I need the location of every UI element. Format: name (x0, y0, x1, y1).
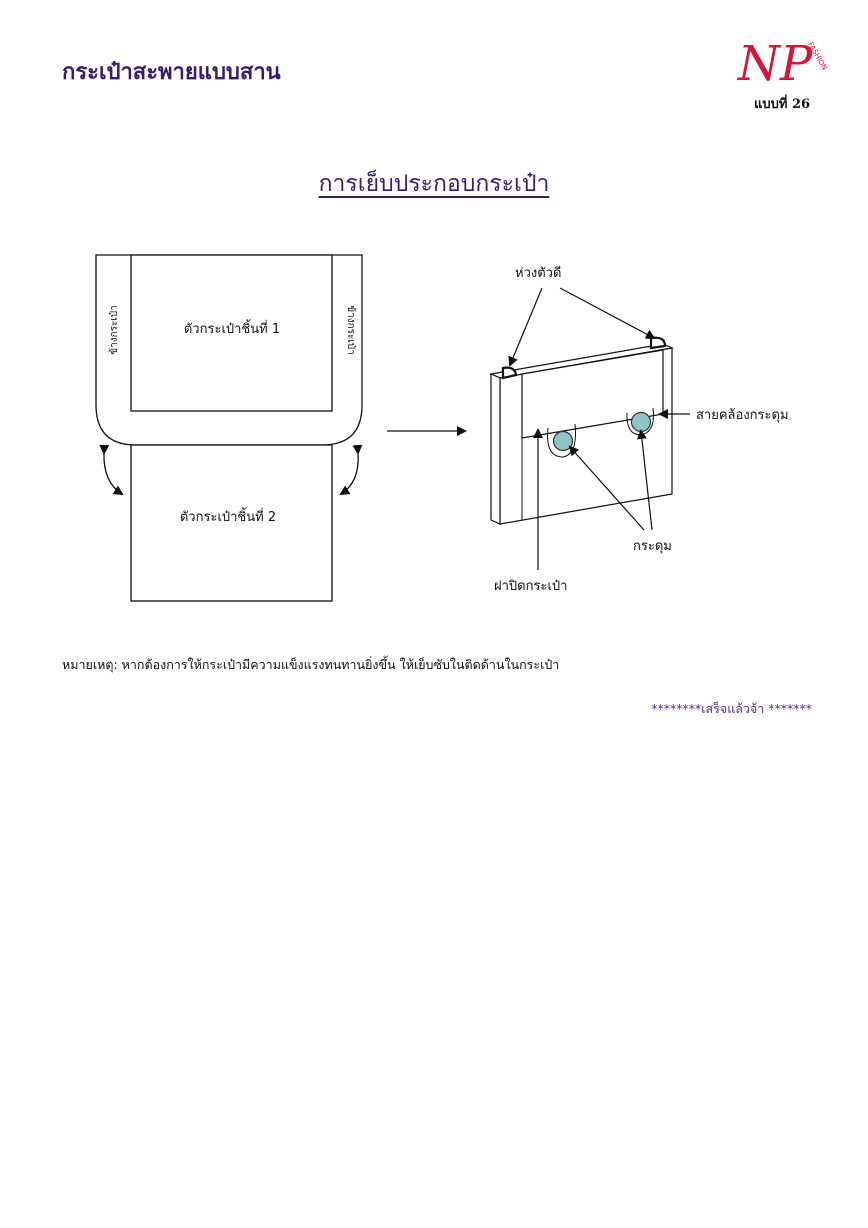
button-left (554, 432, 573, 451)
assembled-bag (491, 338, 672, 524)
side-right-label: ข้างกระเป๋า (345, 305, 356, 355)
svg-text:FASHION: FASHION (806, 41, 829, 72)
piece-2-label: ตัวกระเป๋าชิ้นที่ 2 (179, 510, 277, 525)
svg-text:NP: NP (738, 36, 813, 90)
d-ring-leader-right (560, 288, 654, 338)
note-text: หมายเหตุ: หากต้องการให้กระเป๋ามีความแข็งแรงทนทานยิ่งขึ้น ให้เย็บซับในติดด้านในกระเป๋า (62, 657, 560, 672)
page-title: กระเป๋าสะพายแบบสาน (62, 59, 281, 85)
fold-arrow-left (104, 453, 122, 494)
d-ring-label: ห่วงตัวดี (515, 266, 562, 281)
d-ring-leader-left (510, 288, 542, 365)
flap-label: ฝาปิดกระเป๋า (494, 579, 568, 594)
d-ring-right (651, 338, 665, 348)
piece-1-label: ตัวกระเป๋าชิ้นที่ 1 (183, 322, 281, 337)
section-title: การเย็บประกอบกระเป๋า (318, 171, 550, 197)
button-label: กระดุม (633, 539, 672, 554)
button-right (632, 413, 651, 432)
side-left-label: ข้างกระเป๋า (109, 305, 120, 355)
closing-text: ********เสร็จแล้วจ้า ******* (651, 701, 812, 716)
d-ring-left (503, 368, 516, 378)
style-number: แบบที่ 26 (754, 97, 811, 112)
fold-arrow-right (341, 453, 358, 494)
strap-label: สายคล้องกระดุม (696, 408, 789, 423)
